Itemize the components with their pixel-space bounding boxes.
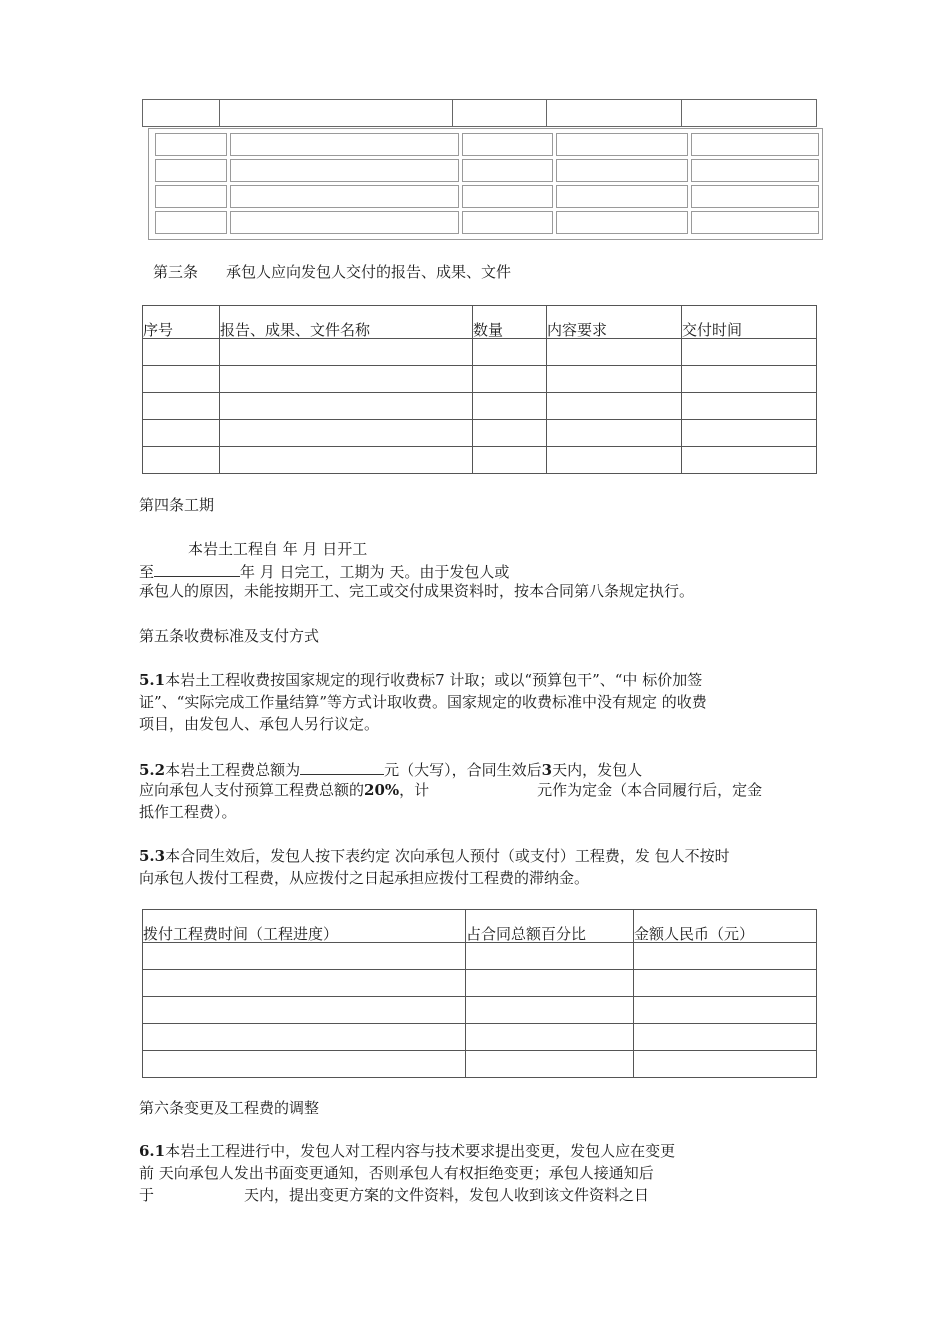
table-row [143, 447, 817, 474]
table-cell [143, 366, 220, 393]
continued-table [142, 99, 817, 127]
section3-number: 第三条 [153, 263, 199, 281]
header-amount: 金额人民币（元） [634, 910, 817, 943]
table-row [143, 1024, 817, 1051]
table-cell [220, 366, 473, 393]
p52-text1b: 元（大写），合同生效后 [384, 761, 542, 779]
table-cell [143, 970, 466, 997]
table-cell [143, 943, 466, 970]
section3-heading [153, 264, 511, 281]
p52-line2 [139, 782, 762, 799]
table-header-row [143, 910, 817, 943]
table-cell [634, 1024, 817, 1051]
table-cell [473, 366, 547, 393]
table-cell [634, 1051, 817, 1078]
p61-text3b: 天内，提出变更方案的文件资料，发包人收到该文件资料之日 [244, 1186, 650, 1204]
table-header-row [143, 306, 817, 339]
table-cell [155, 159, 227, 182]
section3-title: 承包人应向发包人交付的报告、成果、文件 [226, 263, 512, 281]
table-cell [462, 211, 553, 234]
table-cell [155, 211, 227, 234]
table-cell [220, 420, 473, 447]
p52-text1a: 本岩土工程费总额为 [165, 761, 301, 779]
table-cell [220, 100, 453, 127]
table-cell [155, 185, 227, 208]
section5-heading: 第五条收费标准及支付方式 [139, 627, 320, 645]
p51-line1 [139, 672, 702, 689]
p53-text1: 本合同生效后，发包人按下表约定 次向承包人预付（或支付）工程费，发 包人不按时 [165, 847, 730, 865]
table-row [143, 100, 817, 127]
table-row [143, 970, 817, 997]
section6-heading: 第六条变更及工程费的调整 [139, 1099, 320, 1117]
section4-line2 [139, 562, 509, 581]
p61-number: 6.1 [139, 1142, 166, 1160]
section4-line3: 承包人的原因，未能按期开工、完工或交付成果资料时，按本合同第八条规定执行。 [139, 582, 695, 600]
table-cell [547, 366, 682, 393]
table-cell [547, 393, 682, 420]
table-cell [462, 185, 553, 208]
table-cell [634, 970, 817, 997]
table-cell [143, 447, 220, 474]
text-completion: 年 月 日完工，工期为 天。由于发包人或 [240, 563, 510, 581]
header-delivery-time: 交付时间 [682, 306, 817, 339]
p53-number: 5.3 [139, 847, 166, 865]
framed-table-grid [152, 130, 822, 237]
table-cell [220, 393, 473, 420]
table-cell [691, 211, 819, 234]
payment-schedule-table [142, 909, 817, 1078]
p61-text1: 本岩土工程进行中，发包人对工程内容与技术要求提出变更，发包人应在变更 [165, 1142, 676, 1160]
header-requirements: 内容要求 [547, 306, 682, 339]
table-cell [143, 420, 220, 447]
table-cell [634, 943, 817, 970]
p53-line2: 向承包人拨付工程费，从应拨付之日起承担应拨付工程费的滞纳金。 [139, 869, 590, 887]
table-cell [466, 1051, 634, 1078]
table-cell [547, 100, 682, 127]
table-row [143, 420, 817, 447]
p61-line3 [139, 1187, 649, 1204]
table-cell [220, 447, 473, 474]
table-row [143, 366, 817, 393]
p52-text2c: 元作为定金（本合同履行后，定金 [537, 781, 763, 799]
table-cell [473, 339, 547, 366]
p61-line1 [139, 1143, 675, 1160]
table-row [155, 133, 819, 156]
table-cell [473, 393, 547, 420]
table-row [155, 185, 819, 208]
table-row [143, 1051, 817, 1078]
header-percentage: 占合同总额百分比 [466, 910, 634, 943]
table-cell [155, 133, 227, 156]
table-cell [143, 997, 466, 1024]
table-row [143, 339, 817, 366]
p61-text3a: 于 [139, 1186, 155, 1204]
section4-line1: 本岩土工程自 年 月 日开工 [188, 540, 368, 558]
framed-table [148, 128, 823, 240]
table-cell [691, 133, 819, 156]
p51-text1: 本岩土工程收费按国家规定的现行收费标7 计取；或以“预算包干”、“中 标价加签 [165, 671, 703, 689]
table-cell [682, 366, 817, 393]
p52-line3: 抵作工程费）。 [139, 803, 237, 821]
p61-line2: 前 天向承包人发出书面变更通知，否则承包人有权拒绝变更；承包人接通知后 [139, 1164, 654, 1182]
table-cell [466, 997, 634, 1024]
table-cell [547, 447, 682, 474]
p52-text2a: 应向承包人支付预算工程费总额的 [139, 781, 365, 799]
table-cell [556, 211, 688, 234]
table-cell [143, 339, 220, 366]
header-payment-time: 拨付工程费时间（工程进度） [143, 910, 466, 943]
table-cell [691, 185, 819, 208]
p51-number: 5.1 [139, 671, 166, 689]
deliverables-table [142, 305, 817, 474]
table-cell [466, 1024, 634, 1051]
table-cell [682, 420, 817, 447]
table-cell [220, 339, 473, 366]
p52-line1 [139, 760, 642, 779]
p52-days: 3 [541, 761, 553, 779]
table-cell [556, 159, 688, 182]
p51-line2: 证”、“实际完成工作量结算”等方式计取收费。国家规定的收费标准中没有规定 的收费 [139, 693, 707, 711]
table-cell [473, 420, 547, 447]
p52-percent: 20% [364, 781, 400, 799]
table-cell [473, 447, 547, 474]
table-cell [634, 997, 817, 1024]
blank-field [300, 760, 384, 775]
text-to: 至 [139, 563, 155, 581]
table-cell [682, 339, 817, 366]
table-cell [143, 1051, 466, 1078]
table-cell [230, 159, 459, 182]
header-seq: 序号 [143, 306, 220, 339]
table-cell [230, 133, 459, 156]
table-cell [462, 159, 553, 182]
table-cell [682, 393, 817, 420]
table-cell [230, 211, 459, 234]
table-row [143, 943, 817, 970]
table-cell [466, 970, 634, 997]
table-cell [547, 339, 682, 366]
table-row [155, 211, 819, 234]
table-cell [230, 185, 459, 208]
table-cell [682, 100, 817, 127]
table-row [155, 159, 819, 182]
p52-text2b: ，计 [399, 781, 430, 799]
table-row [143, 393, 817, 420]
table-cell [143, 1024, 466, 1051]
header-name: 报告、成果、文件名称 [220, 306, 473, 339]
p51-line3: 项目，由发包人、承包人另行议定。 [139, 715, 380, 733]
section4-heading: 第四条工期 [139, 496, 215, 514]
table-cell [556, 185, 688, 208]
table-row [143, 997, 817, 1024]
table-cell [556, 133, 688, 156]
blank-field [154, 562, 240, 577]
header-qty: 数量 [473, 306, 547, 339]
p52-number: 5.2 [139, 761, 166, 779]
table-cell [691, 159, 819, 182]
table-cell [466, 943, 634, 970]
table-cell [143, 100, 220, 127]
table-cell [453, 100, 547, 127]
p53-line1 [139, 848, 730, 865]
table-cell [143, 393, 220, 420]
table-cell [547, 420, 682, 447]
table-cell [462, 133, 553, 156]
table-cell [682, 447, 817, 474]
p52-text1c: 天内，发包人 [552, 761, 643, 779]
